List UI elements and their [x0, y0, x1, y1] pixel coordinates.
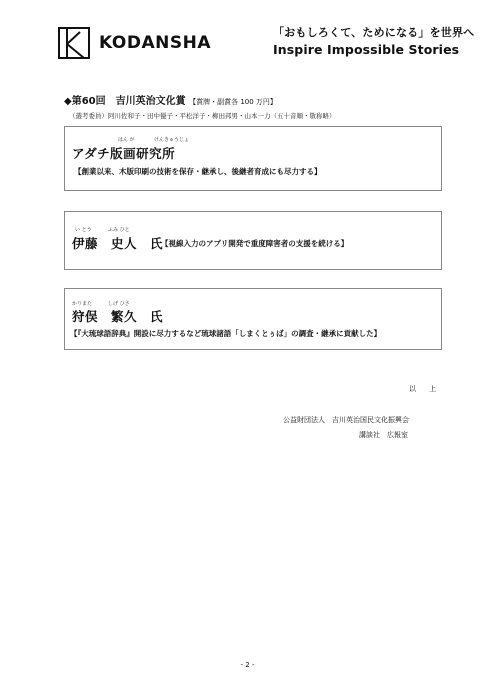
award-prize: 【賞牌・副賞各 100 万円】 [189, 98, 277, 106]
brand-name: KODANSHA [99, 33, 211, 53]
tagline-japanese: 「おもしろくて、ためになる」を世界へ [273, 26, 475, 39]
page-number: - 2 - [240, 661, 255, 669]
department: 講談社 広報室 [359, 431, 408, 439]
ruby-reading: けんきゅうじょ [154, 137, 190, 143]
winner-box-karimata [64, 288, 442, 350]
award-heading [64, 92, 277, 107]
ruby-reading: はん が [118, 137, 135, 143]
tagline-english: Inspire Impossible Stories [273, 42, 460, 57]
selection-committee: （選考委員）阿川佐和子・田中優子・平松洋子・柳田邦男・山本一力（五十音順・敬称略） [69, 112, 336, 120]
ruby-reading: かりまた [72, 301, 93, 307]
winner-description: 【『大琉球語辞典』開設に尽力するなど琉球諸語「しまくとぅば」の調査・継承に貢献した】 [70, 329, 382, 338]
winner-box-adachi [64, 126, 442, 191]
organizer: 公益財団法人 吉川英治国民文化振興会 [283, 416, 409, 424]
ruby-reading: い とう [75, 227, 92, 233]
ruby-reading: しげ ひさ [108, 301, 130, 307]
winner-name: 伊藤 史人 氏 [72, 236, 164, 251]
winner-box-ito [64, 211, 442, 270]
closing-mark: 以 上 [409, 385, 439, 393]
kodansha-logo-mark-icon [58, 27, 90, 59]
award-title: ◆第60回 吉川英治文化賞 [64, 96, 186, 107]
winner-description: 【創業以来、木版印刷の技術を保存・継承し、後継者育成にも尽力する】 [74, 167, 322, 176]
winner-name: アダチ版画研究所 [72, 146, 176, 161]
winner-name: 狩俣 繁久 氏 [72, 309, 164, 324]
ruby-reading: ふみ ひと [108, 227, 130, 233]
winner-description: 【視線入力のアプリ開発で重度障害者の支援を続ける】 [161, 239, 349, 248]
kodansha-logo [58, 27, 211, 59]
